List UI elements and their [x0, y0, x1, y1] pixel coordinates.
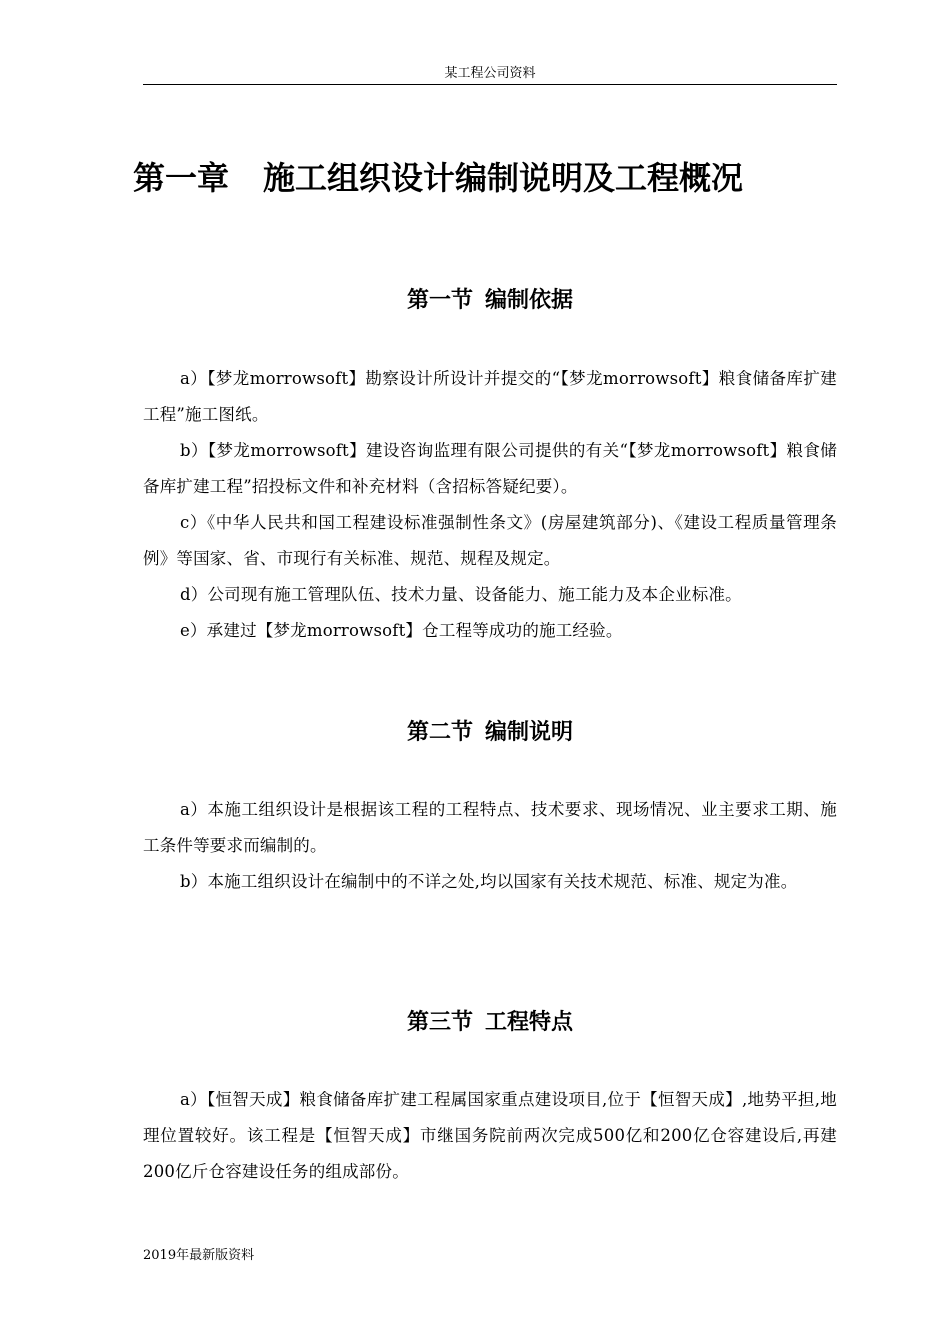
section-number: 第三节 [406, 1010, 473, 1035]
paragraph: d）公司现有施工管理队伍、技术力量、设备能力、施工能力及本企业标准。 [180, 585, 742, 604]
section-body [143, 792, 837, 900]
section-title-text: 工程特点 [485, 1010, 574, 1035]
paragraph: c）《中华人民共和国工程建设标准强制性条文》(房屋建筑部分)、《建设工程质量管理条例》等国家、省、市现行有关标准、规范、规程及规定。 [143, 513, 837, 568]
section-title-text: 编制说明 [485, 720, 574, 745]
paragraph: b）本施工组织设计在编制中的不详之处,均以国家有关技术规范、标准、规定为准。 [180, 872, 798, 891]
paragraph: e）承建过【梦龙morrowsoft】仓工程等成功的施工经验。 [180, 621, 623, 640]
section-number: 第一节 [406, 288, 473, 313]
paragraph: a）【梦龙morrowsoft】勘察设计所设计并提交的“【梦龙morrowsoft】粮食储备库扩建工程”施工图纸。 [143, 369, 837, 424]
section-body [143, 361, 837, 649]
header-divider [143, 84, 837, 85]
paragraph: a）本施工组织设计是根据该工程的工程特点、技术要求、现场情况、业主要求工期、施工条件等要求而编制的。 [143, 800, 837, 855]
section-heading [143, 1008, 837, 1038]
page-footer: 2019年最新版资料 [143, 1248, 255, 1263]
section-body [143, 1082, 837, 1190]
paragraph: a）【恒智天成】粮食储备库扩建工程属国家重点建设项目,位于【恒智天成】,地势平担,地理位置较好。该工程是【恒智天成】市继国务院前两次完成500亿和200亿仓容建设后,再建200亿斤仓容建设任务的组成部份。 [143, 1090, 837, 1181]
section-heading [143, 286, 837, 316]
paragraph: b）【梦龙morrowsoft】建设咨询监理有限公司提供的有关“【梦龙morrowsoft】粮食储备库扩建工程”招投标文件和补充材料（含招标答疑纪要）。 [143, 441, 837, 496]
section-title-text: 编制依据 [485, 288, 574, 313]
chapter-title [133, 156, 833, 200]
chapter-title-text: 施工组织设计编制说明及工程概况 [263, 159, 744, 197]
section-number: 第二节 [406, 720, 473, 745]
page-header: 某工程公司资料 [444, 66, 536, 81]
section-heading [143, 718, 837, 748]
chapter-number: 第一章 [133, 159, 230, 197]
